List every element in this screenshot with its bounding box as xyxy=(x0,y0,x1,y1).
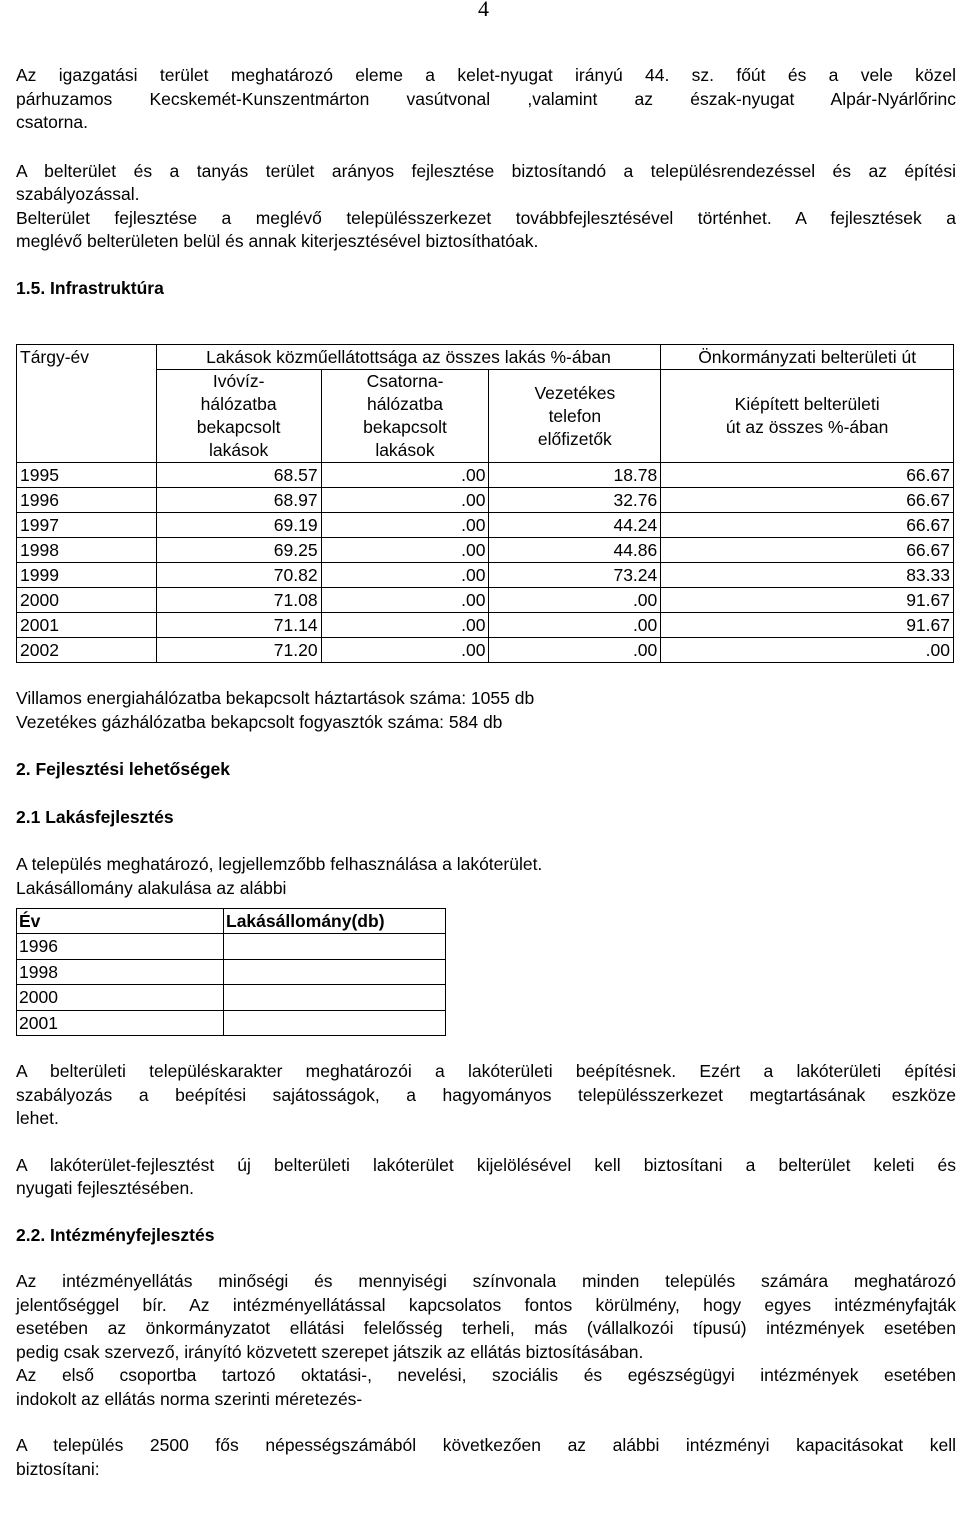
cell-value xyxy=(224,985,446,1010)
cell-water: 71.20 xyxy=(156,638,321,663)
table-row xyxy=(17,588,954,613)
text-line: A település meghatározó, legjellemzőbb felhasználása a lakóterület. xyxy=(16,854,543,874)
table-row xyxy=(17,563,954,588)
cell-value xyxy=(224,934,446,959)
col-header-sewer: Csatorna- hálózatba bekapcsolt lakások xyxy=(321,370,489,463)
cell-road: 91.67 xyxy=(661,613,954,638)
cell-water: 70.82 xyxy=(156,563,321,588)
table-row xyxy=(17,513,954,538)
cell-road: 66.67 xyxy=(661,488,954,513)
text-line: meglévő belterületen belül és annak kiterjesztésével biztosíthatóak. xyxy=(16,231,539,251)
cell-water: 68.97 xyxy=(156,488,321,513)
institution-paragraph-1 xyxy=(16,1270,956,1411)
cell-year: 2002 xyxy=(17,638,157,663)
cell-phone: 44.24 xyxy=(489,513,661,538)
table-row xyxy=(17,463,954,488)
table-row xyxy=(17,959,446,984)
text-line: nyugati fejlesztésében. xyxy=(16,1178,195,1199)
institution-heading: 2.2. Intézményfejlesztés xyxy=(16,1224,215,1245)
group-header-roads: Önkormányzati belterületi út xyxy=(661,345,954,370)
cell-year: 1996 xyxy=(17,488,157,513)
text-line: indokolt az ellátás norma szerinti méretezés- xyxy=(16,1388,363,1409)
intro-paragraph-3 xyxy=(16,207,956,254)
cell-phone: .00 xyxy=(489,588,661,613)
text-line: párhuzamos Kecskemét-Kunszentmárton vasútvonal ,valamint az észak-nyugat Alpár-Nyárlőrinc xyxy=(16,88,956,109)
table-row xyxy=(17,638,954,663)
cell-water: 69.19 xyxy=(156,513,321,538)
text-line: Az intézményellátás minőségi és mennyiségi színvonala minden település számára meghatározó xyxy=(16,1271,956,1292)
table-header-row xyxy=(17,345,954,370)
cell-sewer: .00 xyxy=(321,463,489,488)
cell-road: 91.67 xyxy=(661,588,954,613)
cell-phone: 32.76 xyxy=(489,488,661,513)
table-subheader-row xyxy=(17,370,954,463)
cell-year: 2000 xyxy=(17,588,157,613)
cell-year: 2001 xyxy=(17,1010,224,1035)
cell-sewer: .00 xyxy=(321,488,489,513)
cell-year: 1995 xyxy=(17,463,157,488)
text-line: A belterületi településkarakter meghatározói a lakóterületi beépítésnek. Ezért a lakóterületi építési xyxy=(16,1061,956,1082)
cell-phone: .00 xyxy=(489,638,661,663)
infrastructure-table xyxy=(16,344,954,663)
utility-notes xyxy=(16,687,956,734)
cell-water: 71.08 xyxy=(156,588,321,613)
housing-table xyxy=(16,908,446,1036)
col-header-year: Év xyxy=(17,909,224,934)
text-line: szabályozás a beépítési sajátosságok, a hagyományos településszerkezet megtartásának eszköze xyxy=(16,1084,956,1105)
text-line: szabályozással. xyxy=(16,184,140,204)
cell-year: 1996 xyxy=(17,934,224,959)
cell-sewer: .00 xyxy=(321,538,489,563)
cell-phone: 18.78 xyxy=(489,463,661,488)
table-header-row xyxy=(17,909,446,934)
table-row xyxy=(17,985,446,1010)
infrastructure-heading: 1.5. Infrastruktúra xyxy=(16,277,164,298)
text-line: biztosítani: xyxy=(16,1458,100,1479)
col-header-housing-stock: Lakásállomány(db) xyxy=(224,909,446,934)
housing-paragraph-2 xyxy=(16,1154,956,1201)
cell-sewer: .00 xyxy=(321,588,489,613)
cell-road: 66.67 xyxy=(661,463,954,488)
cell-phone: .00 xyxy=(489,613,661,638)
intro-paragraph-2 xyxy=(16,160,956,207)
col-header-phone: Vezetékes telefon előfizetők xyxy=(489,370,661,463)
table-row xyxy=(17,1010,446,1035)
text-line: A belterület és a tanyás terület arányos fejlesztése biztosítandó a településrendezéssel és az építési xyxy=(16,160,956,181)
col-header-year: Tárgy-év xyxy=(17,345,157,463)
table-row xyxy=(17,613,954,638)
cell-road: 83.33 xyxy=(661,563,954,588)
cell-sewer: .00 xyxy=(321,563,489,588)
table-row xyxy=(17,934,446,959)
gas-note: Vezetékes gázhálózatba bekapcsolt fogyasztók száma: 584 db xyxy=(16,711,503,732)
cell-road: .00 xyxy=(661,638,954,663)
cell-year: 1999 xyxy=(17,563,157,588)
cell-year: 2000 xyxy=(17,985,224,1010)
text-line: Lakásállomány alakulása az alábbi xyxy=(16,877,287,898)
text-line: Belterület fejlesztése a meglévő településszerkezet továbbfejlesztésével történhet. A fejlesztések a xyxy=(16,207,956,228)
page-number: 4 xyxy=(478,0,489,21)
table-row xyxy=(17,488,954,513)
housing-paragraph-1 xyxy=(16,1060,956,1131)
cell-water: 69.25 xyxy=(156,538,321,563)
text-line: pedig csak szervező, irányító közvetett szerepet játszik az ellátás biztosításában. xyxy=(16,1341,644,1362)
electricity-note: Villamos energiahálózatba bekapcsolt háztartások száma: 1055 db xyxy=(16,688,535,708)
text-line: Az első csoportba tartozó oktatási-, nevelési, szociális és egészségügyi intézmények esetében xyxy=(16,1365,956,1386)
cell-year: 2001 xyxy=(17,613,157,638)
text-line: lehet. xyxy=(16,1108,59,1129)
intro-paragraph-1 xyxy=(16,64,956,135)
cell-phone: 73.24 xyxy=(489,563,661,588)
text-line: jelentőséggel bír. Az intézményellátással kapcsolatos fontos körülmény, hogy egyes intézményfajták xyxy=(16,1294,956,1315)
group-header-utilities: Lakások közműellátottsága az összes lakás %-ában xyxy=(156,345,661,370)
development-heading: 2. Fejlesztési lehetőségek xyxy=(16,759,230,779)
institution-paragraph-2 xyxy=(16,1434,956,1481)
text-line: Az igazgatási terület meghatározó eleme a kelet-nyugat irányú 44. sz. főút és a vele közel xyxy=(16,65,956,85)
cell-sewer: .00 xyxy=(321,513,489,538)
housing-intro xyxy=(16,853,956,900)
cell-year: 1997 xyxy=(17,513,157,538)
cell-year: 1998 xyxy=(17,538,157,563)
text-line: A település 2500 fős népességszámából következően az alábbi intézményi kapacitásokat kell xyxy=(16,1435,956,1456)
cell-sewer: .00 xyxy=(321,638,489,663)
cell-road: 66.67 xyxy=(661,538,954,563)
col-header-water: Ivóvíz- hálózatba bekapcsolt lakások xyxy=(156,370,321,463)
text-line: csatorna. xyxy=(16,112,88,132)
cell-phone: 44.86 xyxy=(489,538,661,563)
cell-year: 1998 xyxy=(17,959,224,984)
table-row xyxy=(17,538,954,563)
cell-water: 71.14 xyxy=(156,613,321,638)
cell-value xyxy=(224,1010,446,1035)
cell-water: 68.57 xyxy=(156,463,321,488)
cell-road: 66.67 xyxy=(661,513,954,538)
housing-heading: 2.1 Lakásfejlesztés xyxy=(16,806,174,827)
text-line: esetében az önkormányzatot ellátási felelősség terheli, más (vállalkozói típusú) intézmények esetében xyxy=(16,1318,956,1339)
cell-sewer: .00 xyxy=(321,613,489,638)
col-header-road: Kiépített belterületi út az összes %-ában xyxy=(661,370,954,463)
text-line: A lakóterület-fejlesztést új belterületi lakóterület kijelölésével kell biztosítani a belterület keleti és xyxy=(16,1154,956,1175)
document-body xyxy=(16,64,956,1481)
cell-value xyxy=(224,959,446,984)
